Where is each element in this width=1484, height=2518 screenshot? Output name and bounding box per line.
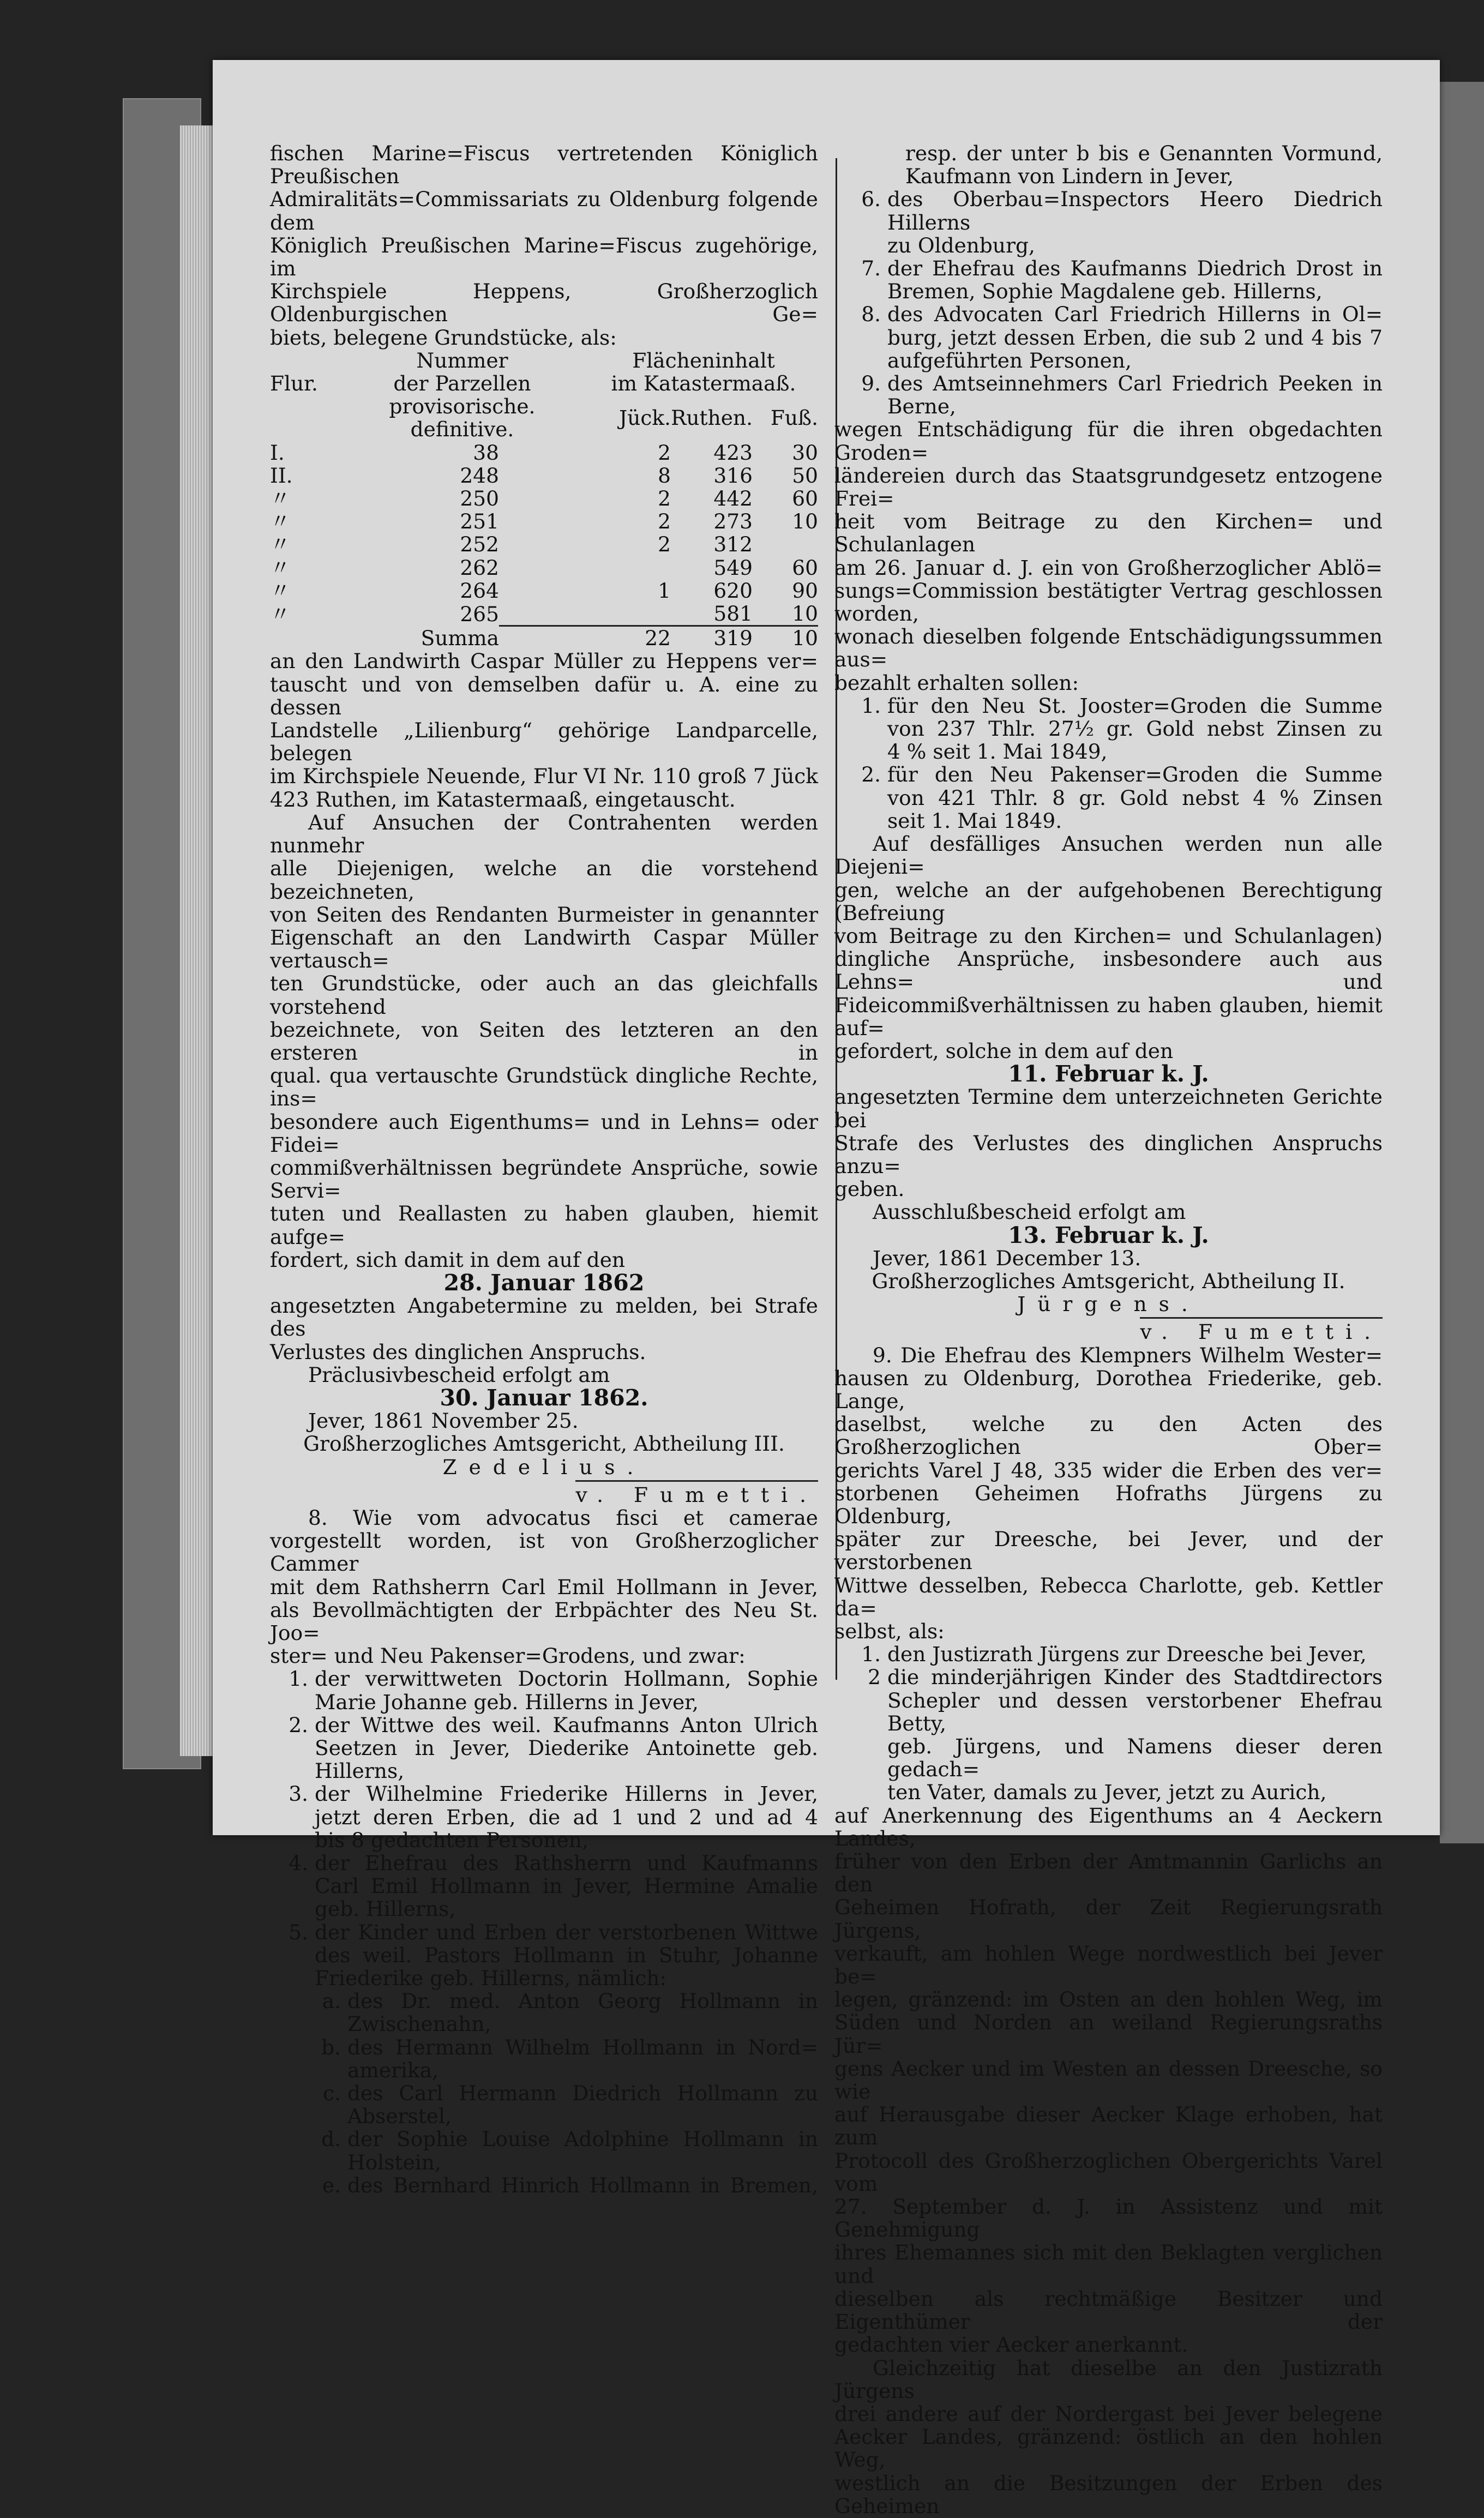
table-header-row	[270, 395, 818, 441]
table-cell: 250	[460, 486, 499, 511]
table-cell: 〃	[270, 602, 291, 626]
court-name: Großherzogliches Amtsgericht, Abtheilung II.	[872, 1269, 1345, 1293]
notice-9	[834, 1344, 1383, 1643]
list-item	[270, 2082, 818, 2128]
summons-paragraph	[270, 811, 818, 1271]
table-row	[270, 533, 818, 556]
text-line: der Sophie Louise Adolphine Hollmann in	[347, 2127, 818, 2152]
list-item	[270, 1852, 818, 1921]
table-header-row	[270, 349, 818, 372]
table-cell: 2	[658, 532, 671, 557]
text-line: früher von den Erben der Amtmannin Garlichs an den	[834, 1849, 1383, 1897]
text-line: geb. Jürgens, und Namens dieser deren gedach=	[887, 1734, 1383, 1782]
list-number: 8.	[861, 302, 881, 327]
text-line: geben.	[834, 1177, 905, 1201]
table-cell: Summa	[420, 626, 499, 650]
list-number: 3.	[289, 1782, 308, 1806]
text-line: bezahlt erhalten sollen:	[834, 670, 1079, 695]
text-line: Landstelle „Lilienburg“ gehörige Landparcelle, belegen	[270, 718, 818, 766]
text-line: tuten und Reallasten zu haben glauben, hiemit aufge=	[270, 1201, 818, 1249]
list-number: 1.	[861, 693, 881, 718]
table-cell: 60	[792, 486, 818, 511]
text-line: daselbst, welche zu den Acten des Großherzoglichen Ober=	[834, 1412, 1383, 1459]
table-cell: 316	[713, 463, 753, 488]
column-header: provisorische. definitive.	[389, 394, 536, 442]
text-line: gerichts Varel J 48, 335 wider die Erben des ver=	[834, 1458, 1383, 1482]
text-line: ten Vater, damals zu Jever, jetzt zu Aurich,	[887, 1780, 1327, 1805]
table-cell: 10	[792, 602, 818, 626]
table-cell: 251	[460, 509, 499, 534]
text-line: selbst, als:	[834, 1619, 945, 1643]
text-line: der verwittweten Doctorin Hollmann, Sophie	[315, 1667, 818, 1691]
list-item	[834, 1643, 1383, 1666]
text-line: des Bernhard Hinrich Hollmann in Bremen,	[347, 2173, 818, 2197]
right-column	[834, 142, 1383, 2517]
text-line: des Hermann Wilhelm Hollmann in Nord=	[347, 2035, 818, 2059]
list-number: 2	[868, 1665, 881, 1690]
text-line: Seetzen in Jever, Diederike Antoinette geb.	[315, 1736, 818, 1760]
text-line: ländereien durch das Staatsgrundgesetz entzogene Frei=	[834, 463, 1383, 511]
text-line: dieselben als rechtmäßige Besitzer und Eigenthümer der	[834, 2286, 1383, 2334]
text-line: resp. der unter b bis e Genannten Vormund,	[905, 141, 1383, 165]
list-item	[270, 1921, 818, 1990]
list-item	[834, 188, 1383, 257]
column-header: im Katastermaaß.	[611, 371, 796, 396]
text-line: von 237 Thlr. 27½ gr. Gold nebst Zinsen zu	[887, 717, 1383, 741]
intro-paragraph	[270, 142, 818, 349]
text-line: Präclusivbescheid erfolgt am	[308, 1362, 610, 1387]
text-line: mit dem Rathsherrn Carl Emil Hollmann in Jever,	[270, 1574, 818, 1599]
list-number: 7.	[861, 256, 881, 281]
text-line: gens Aecker und im Westen an dessen Dreesche, so wie	[834, 2056, 1383, 2104]
text-line: ihres Ehemannes sich mit den Beklagten verglichen und	[834, 2240, 1383, 2288]
parcel-table	[270, 349, 818, 650]
book-page	[213, 60, 1440, 2518]
text-line: gen, welche an der aufgehobenen Berechtigung (Befreiung	[834, 878, 1383, 925]
signature-rule	[575, 1480, 818, 1482]
text-line: fischen Marine=Fiscus vertretenden Königlich Preußischen	[270, 141, 818, 189]
text-line: vom Beitrage zu den Kirchen= und Schulanlagen)	[834, 923, 1383, 948]
table-cell: 252	[460, 532, 499, 557]
table-cell: 262	[460, 555, 499, 580]
table-row	[270, 441, 818, 464]
table-cell: 581	[713, 602, 753, 626]
text-line: Auf desfälliges Ansuchen werden nun alle Diejeni=	[834, 832, 1383, 879]
term-date: 28. Januar 1862	[443, 1269, 645, 1296]
list-letter: e.	[322, 2173, 341, 2197]
list-number: 2.	[861, 762, 881, 787]
list-letter: a.	[322, 1989, 341, 2014]
judge-signature: Zedelius.	[442, 1455, 646, 1479]
table-cell: 312	[713, 532, 753, 557]
text-line: der Ehefrau des Kaufmanns Diedrich Drost in	[887, 256, 1383, 281]
column-header: Nummer	[416, 348, 508, 372]
table-cell: 60	[792, 555, 818, 580]
text-line: Strafe des Verlustes des dinglichen Anspruchs anzu=	[834, 1131, 1383, 1178]
text-line: qual. qua vertauschte Grundstück dingliche Rechte, ins=	[270, 1063, 818, 1111]
text-line: Marie Johanne geb. Hillerns in Jever,	[315, 1690, 699, 1714]
text-line: Protocoll des Großherzoglichen Obergerichts Varel vom	[834, 2148, 1383, 2196]
list-item	[834, 694, 1383, 764]
heirs-list-continued	[834, 188, 1383, 418]
text-line: jetzt deren Erben, die ad 1 und 2 und ad 4	[315, 1805, 818, 1829]
exchange-paragraph	[270, 650, 818, 810]
text-line: Süden und Norden an weiland Regierungsraths Jür=	[834, 2010, 1383, 2058]
list-letter: c.	[323, 2081, 341, 2106]
text-line: später zur Dreesche, bei Jever, und der verstorbenen	[834, 1527, 1383, 1574]
text-line: Königlich Preußischen Marine=Fiscus zugehörige, im	[270, 233, 818, 281]
text-line: commißverhältnissen begründete Ansprüche, sowie Servi=	[270, 1155, 818, 1203]
text-line: bis 8 gedachten Personen,	[315, 1828, 588, 1852]
notice-8	[270, 1506, 818, 1667]
table-cell	[589, 602, 671, 626]
text-line: zu Oldenburg,	[887, 233, 1035, 257]
list-number: 4.	[289, 1851, 308, 1876]
text-line: Fideicommißverhältnissen zu haben glauben, hiemit auf=	[834, 993, 1383, 1040]
table-header-row	[270, 372, 818, 395]
table-cell: 264	[460, 578, 499, 603]
clerk-signature: v. Fumetti.	[1140, 1320, 1383, 1344]
judge-signature: Jürgens.	[1017, 1292, 1200, 1317]
text-line: am 26. Januar d. J. ein von Großherzoglicher Ablö=	[834, 555, 1383, 580]
table-cell: 442	[713, 486, 753, 511]
text-line: 9. Die Ehefrau des Klempners Wilhelm Wester=	[873, 1343, 1383, 1367]
table-cell: 1	[658, 578, 671, 603]
text-line: Verlustes des dinglichen Anspruchs.	[270, 1339, 646, 1364]
payment-list	[834, 694, 1383, 832]
table-cell: 〃	[270, 509, 291, 534]
continued-item	[834, 142, 1383, 188]
list-item	[834, 257, 1383, 303]
text-line: alle Diejenigen, welche an die vorstehend bezeichneten,	[270, 856, 818, 904]
text-line: Eigenschaft an den Landwirth Caspar Müller vertausch=	[270, 925, 818, 973]
text-line: Carl Emil Hollmann in Jever, Hermine Amalie	[315, 1874, 818, 1898]
list-item	[834, 303, 1383, 372]
text-line: an den Landwirth Caspar Müller zu Heppens ver=	[270, 649, 818, 674]
list-letter: d.	[321, 2127, 341, 2152]
text-line: des Amtseinnehmers Carl Friedrich Peeken in	[887, 371, 1383, 396]
decision-date: 13. Februar k. J.	[1008, 1222, 1209, 1248]
text-line: Schepler und dessen verstorbener Ehefrau Betty,	[887, 1688, 1383, 1735]
table-cell: 2	[658, 440, 671, 465]
signature-rule	[1140, 1317, 1383, 1319]
children-sublist	[270, 1990, 818, 2197]
text-line: Berne,	[887, 394, 956, 419]
text-line: besondere auch Eigenthums= und in Lehns= oder Fidei=	[270, 1109, 818, 1157]
list-item	[270, 1667, 818, 1713]
text-line: Hillerns,	[315, 1759, 405, 1783]
text-line: von Seiten des Rendanten Burmeister in genannter	[270, 902, 818, 927]
text-line: Auf Ansuchen der Contrahenten werden nunmehr	[270, 810, 818, 858]
text-line: westlich an die Besitzungen der Erben des Geheimen	[834, 2471, 1383, 2518]
text-line: Geheimen Hofrath, der Zeit Regierungsrath Jürgens,	[834, 1895, 1383, 1943]
text-line: angesetzten Termine dem unterzeichneten Gerichte bei	[834, 1085, 1383, 1132]
text-line: gedachten vier Aecker anerkannt.	[834, 2333, 1188, 2357]
text-line: seit 1. Mai 1849.	[887, 808, 1062, 833]
table-row	[270, 602, 818, 626]
text-line: für den Neu Pakenser=Groden die Summe	[887, 762, 1383, 787]
table-cell	[753, 533, 818, 556]
table-cell: 〃	[270, 555, 291, 580]
list-number: 2.	[289, 1712, 308, 1737]
table-cell: 22	[589, 626, 671, 650]
text-line: Admiralitäts=Commissariats zu Oldenburg folgende dem	[270, 187, 818, 235]
text-line: der Kinder und Erben der verstorbenen Wittwe	[315, 1920, 818, 1944]
text-line: ster= und Neu Pakenser=Grodens, und zwar:	[270, 1644, 746, 1668]
list-number: 1.	[289, 1667, 308, 1691]
column-header: Flur.	[270, 371, 318, 396]
text-line: fordert, sich damit in dem auf den	[270, 1247, 626, 1272]
list-item	[834, 372, 1383, 418]
text-line: bezeichnete, von Seiten des letzteren an den ersteren in	[270, 1017, 818, 1065]
text-line: ten Grundstücke, oder auch an das gleichfalls vorstehend	[270, 971, 818, 1019]
table-cell: 2	[658, 509, 671, 534]
text-line: Bremen, Sophie Magdalene geb. Hillerns,	[887, 279, 1323, 304]
term-date: 11. Februar k. J.	[1008, 1061, 1209, 1087]
text-line: des Oberbau=Inspectors Heero Diedrich Hillerns	[887, 187, 1383, 235]
table-cell: I.	[270, 440, 285, 465]
text-line: Zwischenahn,	[347, 2012, 491, 2036]
list-number: 1.	[861, 1642, 881, 1667]
claim-paragraph	[834, 1804, 1383, 2357]
text-line: wegen Entschädigung für die ihren obgedachten Groden=	[834, 417, 1383, 465]
column-header: der Parzellen	[393, 371, 531, 396]
book-gutter	[1440, 82, 1484, 1843]
text-line: die minderjährigen Kinder des Stadtdirectors	[887, 1665, 1383, 1690]
list-letter: b.	[321, 2035, 341, 2059]
text-line: des weil. Pastors Hollmann in Stuhr, Johanne	[315, 1943, 818, 1967]
table-row	[270, 464, 818, 487]
table-cell: 2	[658, 486, 671, 511]
table-cell: 10	[753, 626, 818, 650]
text-line: vorgestellt worden, ist von Großherzoglicher Cammer	[270, 1529, 818, 1576]
table-sum-row	[270, 626, 818, 650]
text-line: des Carl Hermann Diedrich Hollmann zu	[347, 2081, 818, 2106]
table-cell: 423	[713, 440, 753, 465]
column-header: Ruthen.	[671, 406, 753, 430]
text-line: storbenen Geheimen Hofraths Jürgens zu Oldenburg,	[834, 1481, 1383, 1528]
table-cell: 10	[792, 509, 818, 534]
final-paragraph	[834, 2357, 1383, 2517]
text-line: Ausschlußbescheid erfolgt am	[873, 1200, 1186, 1224]
defendants-list	[834, 1643, 1383, 1804]
table-row	[270, 556, 818, 579]
compensation-paragraph	[834, 418, 1383, 694]
text-line: gefordert, solche in dem auf den	[834, 1038, 1174, 1063]
text-line: Abserstel,	[347, 2104, 452, 2129]
table-cell: 50	[792, 463, 818, 488]
text-line: auf Anerkennung des Eigenthums an 4 Aeckern Landes,	[834, 1803, 1383, 1850]
list-number: 9.	[861, 371, 881, 396]
table-cell: 〃	[270, 578, 291, 603]
list-number: 6.	[861, 187, 881, 212]
text-line: wonach dieselben folgende Entschädigungssummen aus=	[834, 624, 1383, 672]
text-line: des Dr. med. Anton Georg Hollmann in	[347, 1989, 818, 2014]
list-number: 5.	[289, 1920, 308, 1944]
column-header: Flächeninhalt	[632, 348, 775, 372]
text-line: den Justizrath Jürgens zur Dreesche bei Jever,	[887, 1642, 1367, 1667]
left-column	[270, 142, 818, 2197]
text-line: sungs=Commission bestätigter Vertrag geschlossen worden,	[834, 578, 1383, 626]
court-name: Großherzogliches Amtsgericht, Abtheilung III.	[303, 1432, 785, 1456]
text-line: Kirchspiele Heppens, Großherzoglich Oldenburgischen Ge=	[270, 279, 818, 327]
text-line: drei andere auf der Nordergast bei Jever belegene	[834, 2401, 1383, 2426]
text-line: burg, jetzt dessen Erben, die sub 2 und 4 bis 7	[887, 325, 1383, 350]
list-item	[834, 1666, 1383, 1804]
text-line: der Wittwe des weil. Kaufmanns Anton Ulrich	[315, 1712, 818, 1737]
place-date: Jever, 1861 November 25.	[308, 1409, 579, 1433]
clerk-signature: v. Fumetti.	[575, 1482, 818, 1507]
text-line: tauscht und von demselben dafür u. A. eine zu dessen	[270, 672, 818, 719]
text-line: der Wilhelmine Friederike Hillerns in Jever,	[315, 1782, 818, 1806]
column-header: Fuß.	[770, 406, 818, 430]
text-line: als Bevollmächtigten der Erbpächter des Neu St. Joo=	[270, 1597, 818, 1645]
decision-date: 30. Januar 1862.	[440, 1384, 648, 1411]
text-line: Wittwe desselben, Rebecca Charlotte, geb. Kettler da=	[834, 1573, 1383, 1620]
text-line: legen, gränzend: im Osten an den hohlen Weg, im	[834, 1987, 1383, 2012]
table-cell: 〃	[270, 532, 291, 557]
table-cell: 38	[473, 440, 499, 465]
table-row	[270, 510, 818, 533]
list-item	[270, 2174, 818, 2197]
text-line: des Advocaten Carl Friedrich Hillerns in Ol=	[887, 302, 1383, 327]
table-cell: 620	[713, 578, 753, 603]
text-line: 4 % seit 1. Mai 1849,	[887, 740, 1108, 764]
table-cell: 265	[460, 602, 499, 626]
table-cell: 90	[792, 578, 818, 603]
text-line: aufgeführten Personen,	[887, 348, 1132, 372]
text-line: Kaufmann von Lindern in Jever,	[905, 164, 1234, 189]
table-cell: 30	[792, 440, 818, 465]
text-line: 27. September d. J. in Assistenz und mit Genehmigung	[834, 2195, 1383, 2242]
table-cell: 〃	[270, 486, 291, 511]
list-item	[270, 1782, 818, 1852]
list-item	[834, 763, 1383, 832]
text-line: Holstein,	[347, 2150, 441, 2174]
text-line: verkauft, am hohlen Wege nordwestlich bei Jever be=	[834, 1941, 1383, 1989]
heirs-list	[270, 1667, 818, 1990]
text-line: im Kirchspiele Neuende, Flur VI Nr. 110 groß 7 Jück	[270, 764, 818, 789]
text-line: Gleichzeitig hat dieselbe an den Justizrath Jürgens	[834, 2355, 1383, 2403]
claims-paragraph	[834, 832, 1383, 1062]
text-line: Aecker Landes, gränzend: östlich an den hohlen Weg,	[834, 2425, 1383, 2472]
table-cell: 273	[713, 509, 753, 534]
text-line: 423 Ruthen, im Katastermaaß, eingetauscht.	[270, 787, 736, 812]
table-cell: 319	[671, 626, 753, 650]
text-line: 8. Wie vom advocatus fisci et camerae	[308, 1505, 818, 1530]
table-cell: II.	[270, 463, 293, 488]
column-header: Jück.	[619, 406, 671, 430]
list-item	[270, 2036, 818, 2082]
text-line: amerika,	[347, 2058, 439, 2082]
text-line: geb. Hillerns,	[315, 1897, 456, 1921]
list-item	[270, 1990, 818, 2035]
text-line: auf Herausgabe dieser Aecker Klage erhoben, hat zum	[834, 2102, 1383, 2150]
list-item	[270, 1714, 818, 1783]
text-line: heit vom Beitrage zu den Kirchen= und Schulanlagen	[834, 509, 1383, 557]
text-line: von 421 Thlr. 8 gr. Gold nebst 4 % Zinsen	[887, 785, 1383, 810]
table-cell: 549	[713, 555, 753, 580]
text-line: für den Neu St. Jooster=Groden die Summe	[887, 693, 1383, 718]
text-line: dingliche Ansprüche, insbesondere auch aus Lehns= und	[834, 947, 1383, 994]
text-line: der Ehefrau des Rathsherrn und Kaufmanns	[315, 1851, 818, 1876]
table-row	[270, 579, 818, 602]
list-item	[270, 2128, 818, 2173]
text-line: angesetzten Angabetermine zu melden, bei Strafe des	[270, 1294, 818, 1341]
text-line: hausen zu Oldenburg, Dorothea Friederike, geb. Lange,	[834, 1366, 1383, 1413]
table-cell: 8	[658, 463, 671, 488]
table-cell: 248	[460, 463, 499, 488]
table-cell	[589, 556, 671, 579]
place-date: Jever, 1861 December 13.	[873, 1246, 1141, 1270]
text-line: biets, belegene Grundstücke, als:	[270, 325, 617, 350]
table-row	[270, 487, 818, 510]
text-line: Friederike geb. Hillerns, nämlich:	[315, 1966, 667, 1991]
